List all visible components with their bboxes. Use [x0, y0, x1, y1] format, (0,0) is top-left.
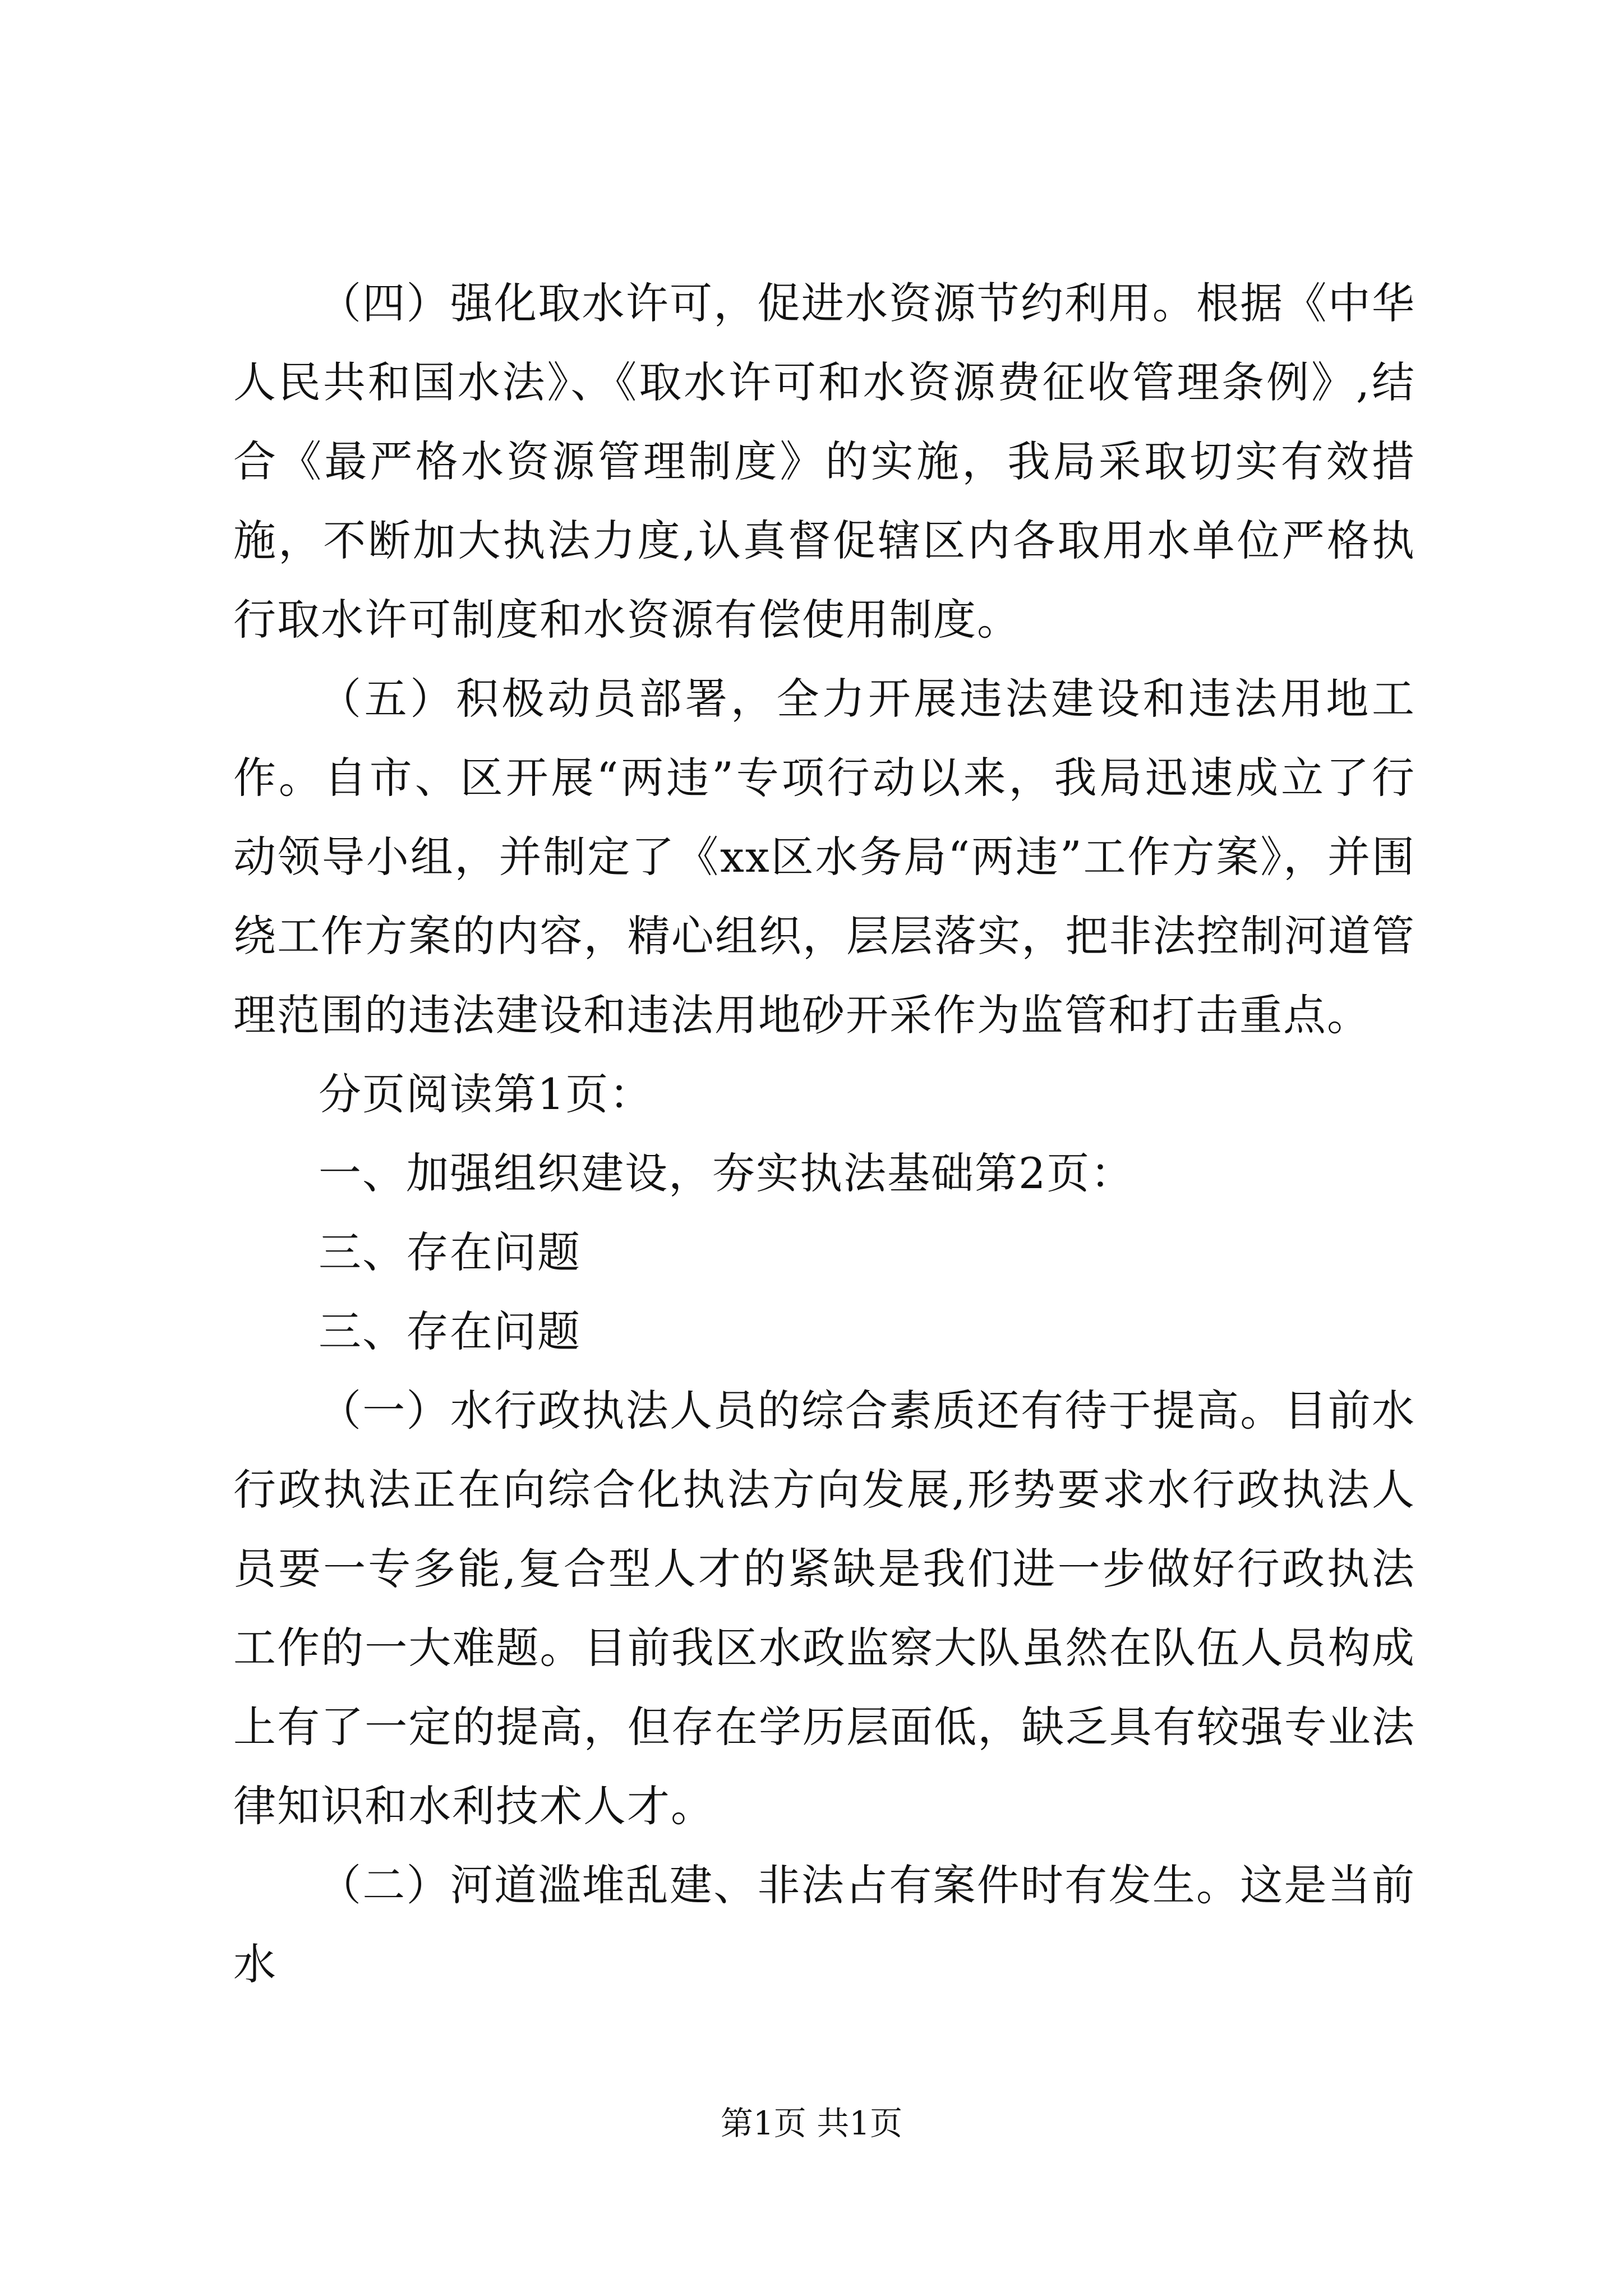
heading-problems-repeat: 三、存在问题	[319, 1306, 581, 1356]
page-footer: 第1页 共1页	[720, 2104, 903, 2142]
paragraph-staff-quality: （一）水行政执法人员的综合素质还有待于提高。目前水行政执法正在向综合化执法方向发展,形势要求水行政执法人员要一专多能,复合型人才的紧缺是我们进一步做好行政执法工作的一大难题。目前我区水政监察大队虽然在队伍人员构成上有了一定的提高，但存在学历层面低，缺乏具有较强专业法律知识和水利技术人才。	[233, 1386, 1415, 1831]
paragraph-illegal-construction: （五）积极动员部署，全力开展违法建设和违法用地工作。自市、区开展“两违”专项行动以来，我局迅速成立了行动领导小组，并制定了《xx区水务局“两违”工作方案》，并围绕工作方案的内容，精心组织，层层落实，把非法控制河道管理范围的违法建设和违法用地砂开采作为监管和打击重点。	[233, 674, 1415, 1040]
heading-problems: 三、存在问题	[319, 1227, 581, 1277]
paragraph-page-nav-2: 一、加强组织建设，夯实执法基础第2页：	[319, 1148, 1135, 1198]
paragraph-river-cases: （二）河道滥堆乱建、非法占有案件时有发生。这是当前水	[233, 1860, 1415, 1989]
paragraph-page-nav-1: 分页阅读第1页：	[319, 1069, 653, 1119]
document-body	[233, 264, 1415, 2004]
paragraph-water-permit: （四）强化取水许可，促进水资源节约利用。根据《中华人民共和国水法》、《取水许可和水资源费征收管理条例》,结合《最严格水资源管理制度》的实施，我局采取切实有效措施，不断加大执法力度,认真督促辖区内各取用水单位严格执行取水许可制度和水资源有偿使用制度。	[233, 278, 1415, 645]
